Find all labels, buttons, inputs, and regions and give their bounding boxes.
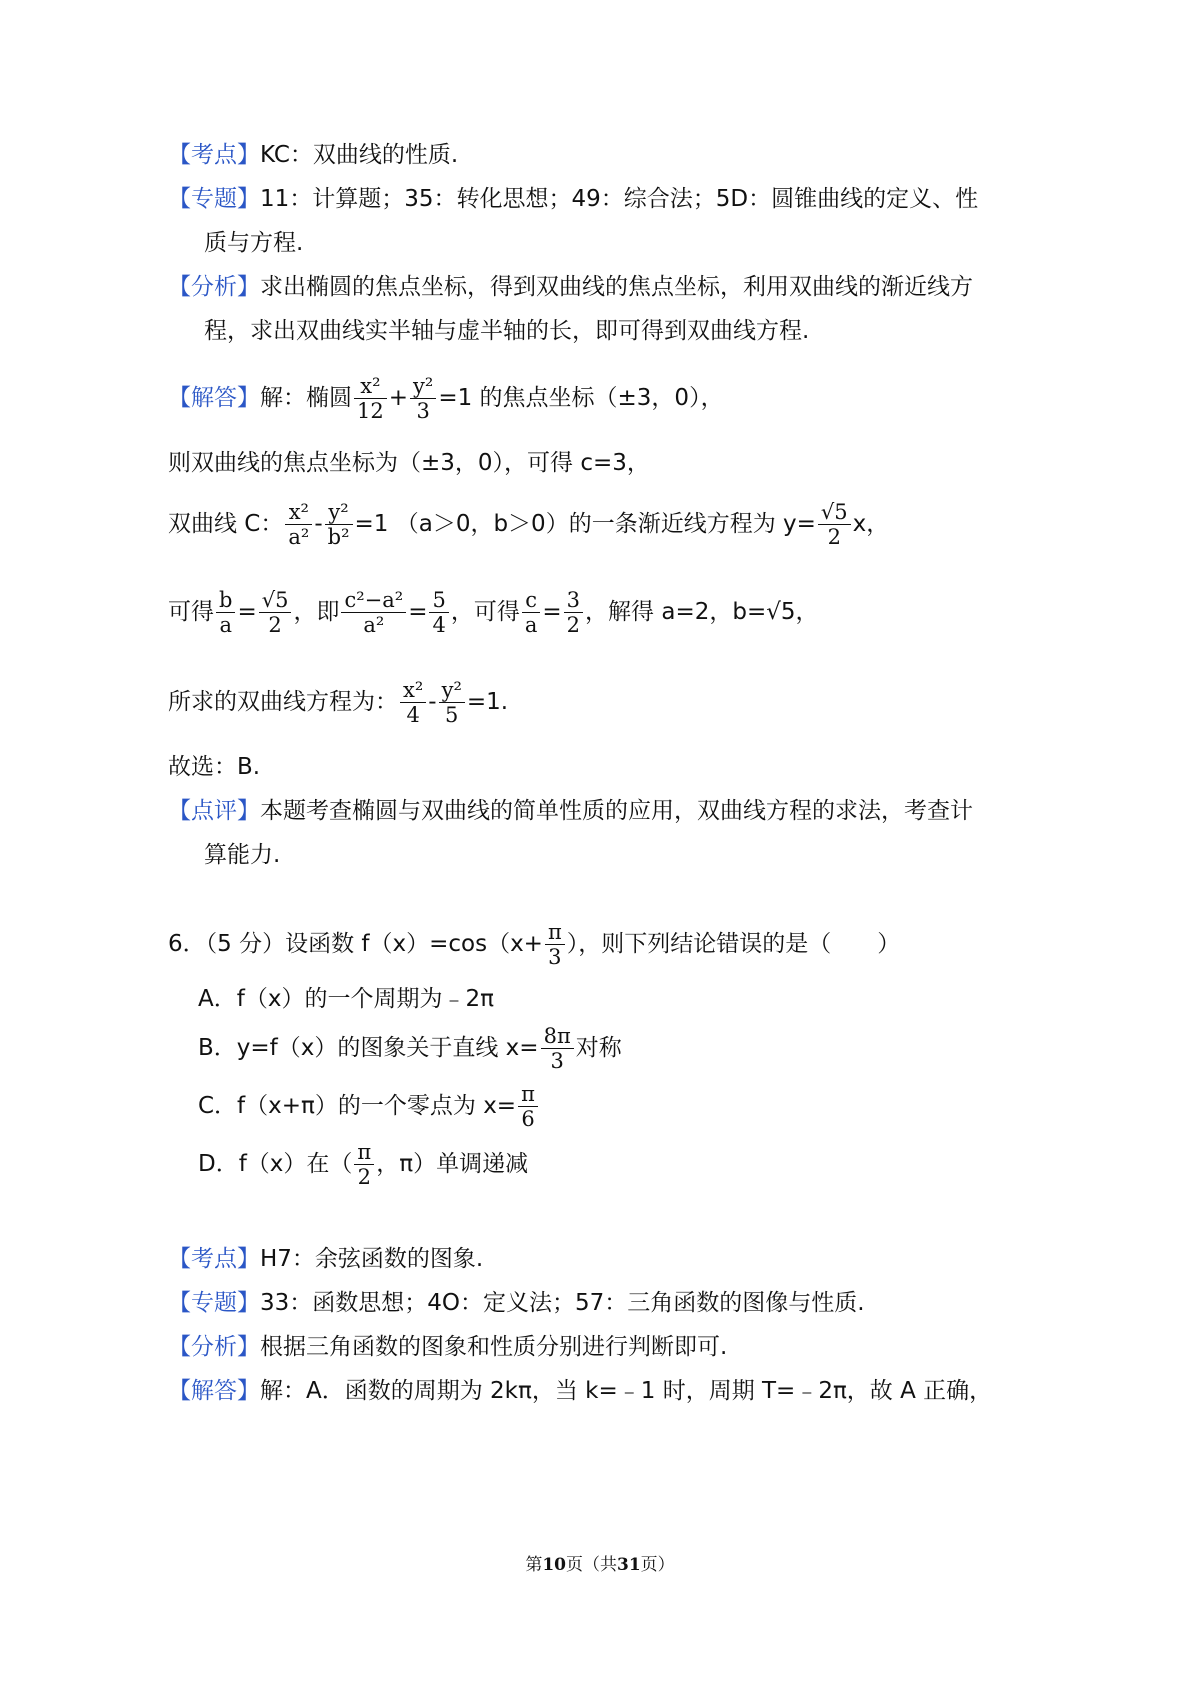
pi-over-3-fraction: $\frac{\pi}{3}$ bbox=[545, 921, 565, 968]
option-a-text: A．f（x）的一个周期为﹣2π bbox=[198, 986, 494, 1012]
fenxi-text: 求出椭圆的焦点坐标，得到双曲线的焦点坐标，利用双曲线的渐近线方 bbox=[260, 274, 973, 300]
footer-pre: 第 bbox=[525, 1555, 543, 1575]
focus-text: 则双曲线的焦点坐标为（±3，0），可得 c=3， bbox=[168, 450, 650, 476]
footer-post: 页） bbox=[640, 1555, 675, 1575]
fenxi-tag-2: 【分析】 bbox=[168, 1334, 260, 1360]
question-6-stem-b: ），则下列结论错误的是（ ） bbox=[566, 931, 901, 957]
derive-text-a: 可得 bbox=[168, 599, 214, 625]
ellipse-y-fraction: $\frac{\text{y²}}{3}$ bbox=[410, 375, 436, 422]
hyperbola-text-a: 双曲线 C： bbox=[168, 511, 284, 537]
hyp-x-fraction: $\frac{\text{x²}}{\text{a²}}$ bbox=[285, 501, 312, 548]
kaodian-line bbox=[168, 140, 458, 170]
asymptote-fraction: $\frac{√5}{2}$ bbox=[818, 501, 851, 548]
option-a bbox=[198, 984, 494, 1014]
result-line: 所求的双曲线方程为： $\frac{\text{x²}}{4}$ - $\frac{\text{y²}}{5}$ =1. bbox=[168, 678, 509, 727]
option-b-text-b: 对称 bbox=[575, 1035, 622, 1061]
zhuanti-line-2 bbox=[204, 228, 303, 258]
zhuanti-text-2: 质与方程. bbox=[204, 230, 304, 256]
result-text-b: =1. bbox=[466, 689, 509, 715]
derive-line: 可得 $\frac{b}{a}$ = $\frac{√5}{2}$ ，即 $\frac{\text{c²−a²}}{\text{a²}}$ = $\frac{5}{4}$ ，可得 $\frac{c}{a}$ = $\frac{3}{2}$ ，解得 a=2，b=√5， bbox=[168, 588, 819, 637]
fenxi-line-b bbox=[168, 1332, 727, 1362]
dianping-line bbox=[168, 796, 973, 826]
question-6-stem-a: 6．（5 分）设函数 f（x）=cos（x+ bbox=[168, 931, 543, 957]
dianping-text: 本题考查椭圆与双曲线的简单性质的应用，双曲线方程的求法，考查计 bbox=[260, 798, 973, 824]
derive-text-b: ，即 bbox=[293, 599, 340, 625]
zhuanti-text-b: 33：函数思想；4O：定义法；57：三角函数的图像与性质. bbox=[260, 1290, 865, 1316]
answer-line bbox=[168, 752, 260, 782]
ellipse-x-fraction: $\frac{\text{x²}}{12}$ bbox=[354, 375, 387, 422]
fenxi-text-b: 根据三角函数的图象和性质分别进行判断即可. bbox=[260, 1334, 728, 1360]
footer-page-number: 10 bbox=[542, 1555, 566, 1575]
option-d-text-b: ，π）单调递减 bbox=[376, 1151, 529, 1177]
kaodian-text: KC：双曲线的性质. bbox=[260, 142, 459, 168]
zhuanti-line bbox=[168, 184, 978, 214]
jieda-line: 【解答】解：椭圆 $\frac{\text{x²}}{12}$ + $\frac{\text{y²}}{3}$ =1 的焦点坐标（±3，0）， bbox=[168, 374, 724, 423]
option-c-text-a: C．f（x+π）的一个零点为 x= bbox=[198, 1093, 517, 1119]
hyperbola-text-b: =1 （a＞0，b＞0）的一条渐近线方程为 y= bbox=[354, 511, 816, 537]
jieda-text-b: =1 的焦点坐标（±3，0）， bbox=[438, 385, 724, 411]
hyperbola-text-c: x， bbox=[852, 511, 890, 537]
fenxi-text-2: 程，求出双曲线实半轴与虚半轴的长，即可得到双曲线方程. bbox=[204, 318, 810, 344]
ca-value-fraction: $\frac{3}{2}$ bbox=[564, 589, 583, 636]
dianping-tag: 【点评】 bbox=[168, 798, 260, 824]
jieda-text-a: 解：椭圆 bbox=[260, 385, 352, 411]
zhuanti-tag-2: 【专题】 bbox=[168, 1290, 260, 1316]
eight-pi-over-3-fraction: $\frac{8\pi}{3}$ bbox=[541, 1025, 574, 1072]
pi-over-6-fraction: $\frac{\pi}{6}$ bbox=[518, 1083, 538, 1130]
jieda-tag: 【解答】 bbox=[168, 385, 260, 411]
footer-mid: 页（共 bbox=[566, 1555, 617, 1575]
fenxi-line bbox=[168, 272, 973, 302]
kaodian-tag: 【考点】 bbox=[168, 142, 260, 168]
zhuanti-tag: 【专题】 bbox=[168, 186, 260, 212]
hyperbola-line: 双曲线 C： $\frac{\text{x²}}{\text{a²}}$ - $\frac{\text{y²}}{\text{b²}}$ =1 （a＞0，b＞0）的一条渐近线方程为 y= $\frac{√5}{2}$ x， bbox=[168, 500, 890, 549]
kaodian-line-2 bbox=[168, 1244, 483, 1274]
ca2-fraction: $\frac{\text{c²−a²}}{\text{a²}}$ bbox=[341, 589, 406, 636]
option-b bbox=[198, 1020, 622, 1076]
option-d-text-a: D．f（x）在（ bbox=[198, 1151, 353, 1177]
dianping-line-2 bbox=[204, 840, 280, 870]
result-x-fraction: $\frac{\text{x²}}{4}$ bbox=[400, 679, 426, 726]
option-b-text-a: B．y=f（x）的图象关于直线 x= bbox=[198, 1035, 539, 1061]
derive-text-c: ，可得 bbox=[450, 599, 520, 625]
result-text-a: 所求的双曲线方程为： bbox=[168, 689, 398, 715]
answer-text: 故选：B. bbox=[168, 754, 261, 780]
ca-fraction: $\frac{c}{a}$ bbox=[522, 589, 541, 636]
ba-fraction: $\frac{b}{a}$ bbox=[216, 589, 235, 636]
dianping-text-2: 算能力. bbox=[204, 842, 281, 868]
derive-text-d: ，解得 a=2，b=√5， bbox=[585, 599, 819, 625]
ca2-value-fraction: $\frac{5}{4}$ bbox=[429, 589, 448, 636]
zhuanti-line-b bbox=[168, 1288, 865, 1318]
option-c bbox=[198, 1078, 540, 1134]
ba-value-fraction: $\frac{√5}{2}$ bbox=[259, 589, 292, 636]
fenxi-tag: 【分析】 bbox=[168, 274, 260, 300]
page-footer bbox=[0, 1550, 1200, 1575]
pi-over-2-fraction: $\frac{\pi}{2}$ bbox=[354, 1141, 374, 1188]
zhuanti-text: 11：计算题；35：转化思想；49：综合法；5D：圆锥曲线的定义、性 bbox=[260, 186, 979, 212]
kaodian-text-2: H7：余弦函数的图象. bbox=[260, 1246, 484, 1272]
jieda-line-b bbox=[168, 1376, 992, 1406]
question-6-stem bbox=[168, 916, 900, 972]
focus-line bbox=[168, 448, 650, 478]
footer-total-pages: 31 bbox=[617, 1555, 641, 1575]
kaodian-tag-2: 【考点】 bbox=[168, 1246, 260, 1272]
jieda-text-b2: 解：A．函数的周期为 2kπ，当 k=﹣1 时，周期 T=﹣2π，故 A 正确， bbox=[260, 1378, 993, 1404]
option-d bbox=[198, 1136, 528, 1192]
jieda-tag-2: 【解答】 bbox=[168, 1378, 260, 1404]
result-y-fraction: $\frac{\text{y²}}{5}$ bbox=[439, 679, 465, 726]
fenxi-line-2 bbox=[204, 316, 809, 346]
hyp-y-fraction: $\frac{\text{y²}}{\text{b²}}$ bbox=[325, 501, 353, 548]
